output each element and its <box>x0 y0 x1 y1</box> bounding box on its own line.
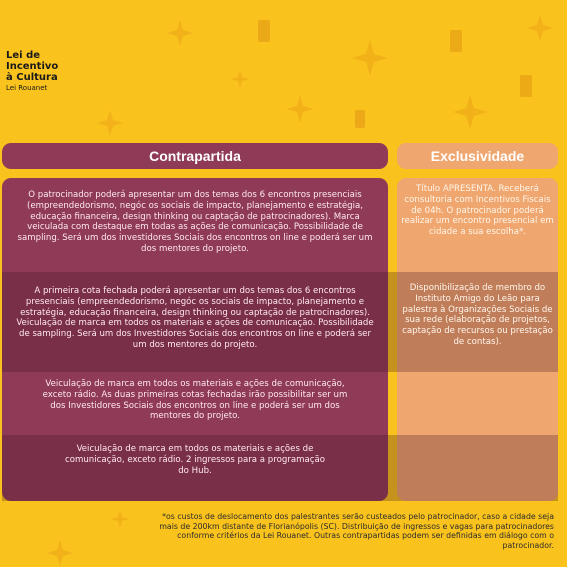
logo-subtitle: Lei Rouanet <box>6 84 48 92</box>
star-icon <box>47 540 73 566</box>
trophy-icon <box>355 110 365 128</box>
exclusividade-cell-2: Disponibilização de membro do Instituto Amigo do Leão para palestra à Organizações Sociais de sua rede (elaboração de projetos, captação de recursos ou prestação de contas). <box>402 283 553 347</box>
trophy-icon <box>520 75 532 97</box>
exclusividade-header: Exclusividade <box>397 143 558 169</box>
star-icon <box>231 70 249 88</box>
star-icon <box>286 95 314 123</box>
contrapartida-header: Contrapartida <box>2 143 388 169</box>
star-icon <box>352 40 388 76</box>
star-icon <box>97 110 123 136</box>
logo-title-line: à Cultura <box>6 72 58 83</box>
contrapartida-cell-4: Veiculação de marca em todos os materiais e ações de comunicação, exceto rádio. 2 ingressos para a programação do Hub. <box>65 444 325 476</box>
contrapartida-cell-1: O patrocinador poderá apresentar um dos temas dos 6 encontros presenciais (empreendedorismo, negóc os sociais de impacto, planejamento e estratégia, educação financeira, design thinking ou captação de patrocinadores). Marca veiculada com destaque em todas as ações de comunicação. Possibilidade de sampling. Será um dos investidores Sociais dos encontros on line e poderá ser um dos mentores do projeto. <box>17 190 373 254</box>
star-icon <box>111 510 129 528</box>
logo <box>6 50 96 93</box>
contrapartida-cell-3: Veiculação de marca em todos os materiais e ações de comunicação, exceto rádio. As duas primeiras cotas fechadas irão possibilitar ser um dos Investidores Sociais dos encontros on line e poderá ser um dos mentores do projeto. <box>42 379 348 422</box>
star-icon <box>527 15 553 41</box>
logo-title-line: Incentivo <box>6 61 59 72</box>
contrapartida-cell-2: A primeira cota fechada poderá apresentar um dos temas dos 6 encontros presenciais (empreendedorismo, negóc os sociais de impacto, planejamento e estratégia, educação financeira, design thinking ou captação de patrocinadores). Veiculação de marca em todos os materiais e ações de comunicação. Possibilidade de sampling. Será um dos Investidores Sociais dos encontros on line e poderá ser um dos mentores do projeto. <box>16 286 374 350</box>
star-icon <box>167 20 193 46</box>
logo-title-line: Lei de <box>6 50 41 61</box>
trophy-icon <box>450 30 462 52</box>
exclusividade-cell-1: Título APRESENTA. Receberá consultoria com Incentivos Fiscais de 04h. O patrocinador poderá realizar um encontro presencial em cidade a sua escolha*. <box>401 184 554 238</box>
trophy-icon <box>258 20 270 42</box>
star-icon <box>453 95 487 129</box>
footnote: *os custos de deslocamento dos palestrantes serão custeados pelo patrocinador, caso a cidade seja mais de 200km distante de Florianópolis (SC). Distribuição de ingressos e vagas para patrocinadores conforme critérios da Lei Rouanet. Outras contrapartidas podem ser definidas em diálogo com o patrocinador. <box>159 512 554 550</box>
